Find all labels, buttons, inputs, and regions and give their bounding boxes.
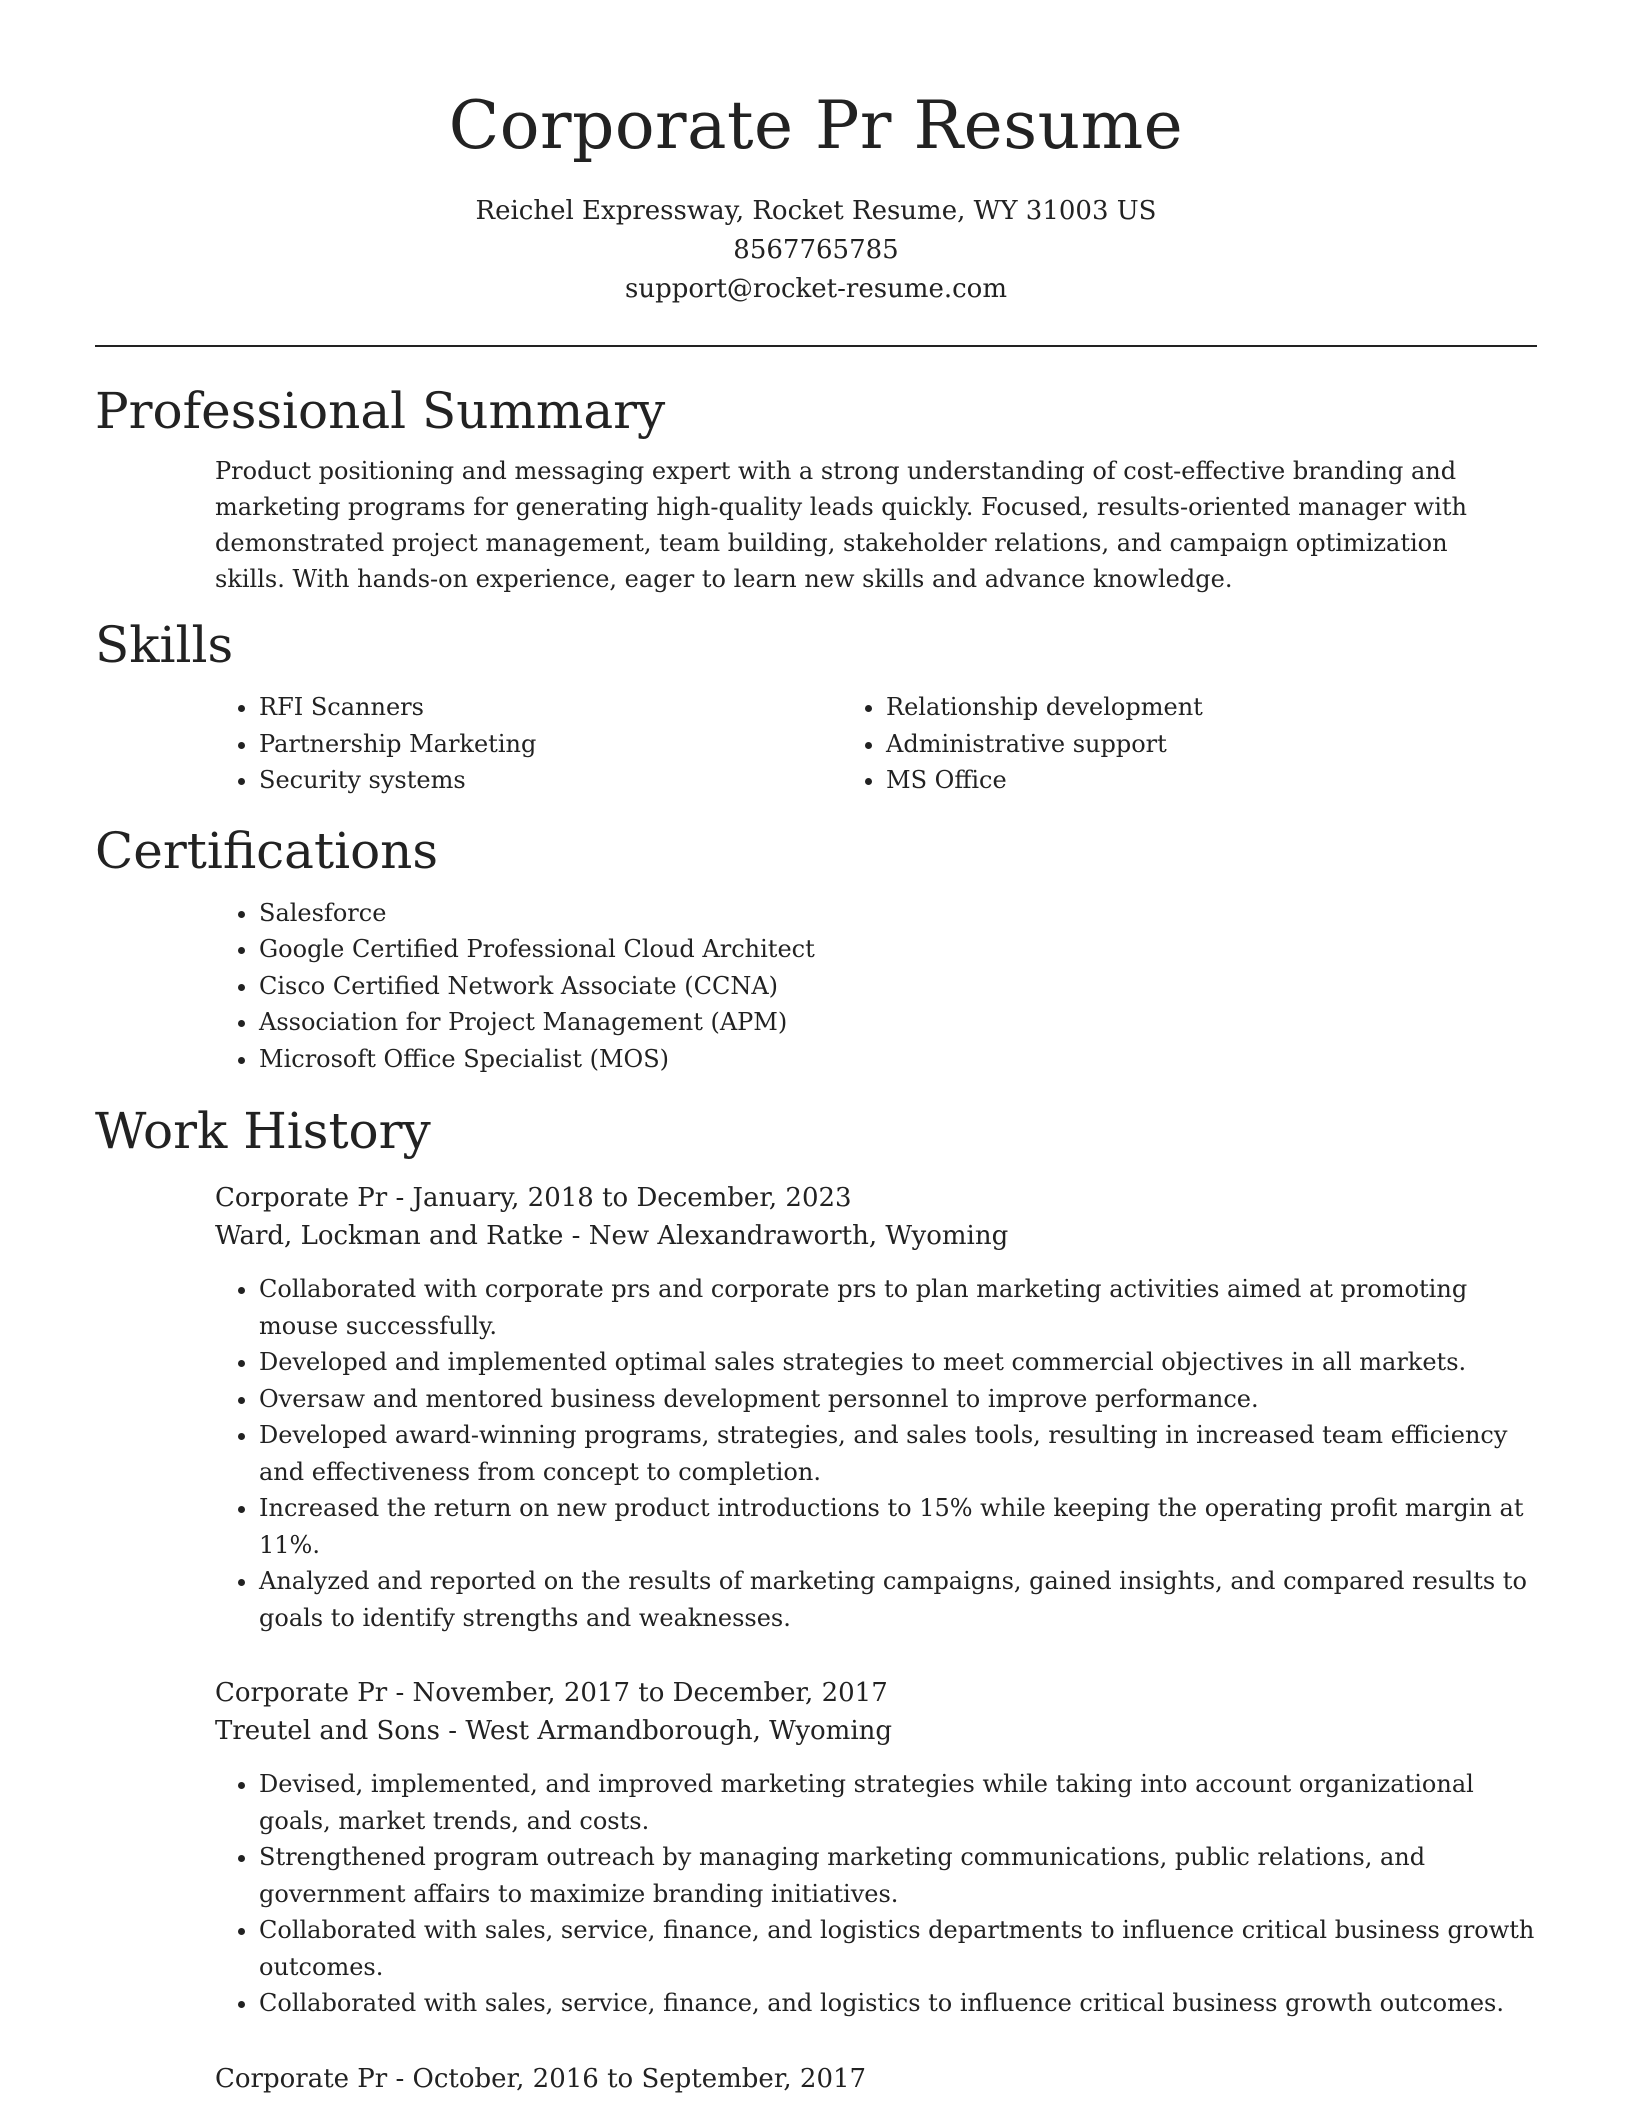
list-item: • Cisco Certified Network Associate (CCNA) bbox=[259, 968, 1537, 1005]
resume-header bbox=[95, 0, 1537, 309]
job-company: Treutel and Sons bbox=[215, 1716, 441, 1746]
list-item: • Microsoft Office Specialist (MOS) bbox=[259, 1041, 1537, 1078]
list-item: • Relationship development bbox=[886, 689, 1537, 726]
list-item: • MS Office bbox=[886, 762, 1537, 799]
job-entry bbox=[95, 1179, 1537, 1636]
job-location: - New Alexandraworth, Wyoming bbox=[563, 1221, 1009, 1251]
list-item: • Analyzed and reported on the results of marketing campaigns, gained insights, and compared results to goals to identify strengths and weaknesses. bbox=[259, 1563, 1537, 1636]
list-item: • Collaborated with sales, service, finance, and logistics departments to influence critical business growth outcomes. bbox=[259, 1912, 1537, 1985]
job-title: Corporate Pr bbox=[215, 2063, 388, 2094]
contact-address: Reichel Expressway, Rocket Resume, WY 31003 US bbox=[475, 196, 1157, 226]
list-item: • Increased the return on new product introductions to 15% while keeping the operating profit margin at 11%. bbox=[259, 1490, 1537, 1563]
summary-heading: Professional Summary bbox=[95, 382, 666, 440]
job-dates: - January, 2018 to December, 2023 bbox=[387, 1183, 852, 1213]
list-item: • Devised, implemented, and improved marketing strategies while taking into account organizational goals, market trends, and costs. bbox=[259, 1766, 1537, 1839]
list-item: • Administrative support bbox=[886, 726, 1537, 763]
job-title-line bbox=[95, 2060, 1537, 2098]
job-company-line bbox=[95, 1217, 1537, 1255]
skills-list-left bbox=[95, 689, 816, 799]
job-bullets bbox=[95, 1766, 1537, 2022]
skills-list-right bbox=[816, 689, 1537, 799]
job-company: Ward, Lockman and Ratke bbox=[215, 1221, 564, 1251]
list-item: • Oversaw and mentored business development personnel to improve performance. bbox=[259, 1381, 1537, 1418]
work-history-section bbox=[95, 1101, 1537, 2098]
contact-phone: 8567765785 bbox=[733, 235, 899, 265]
summary-text: Product positioning and messaging expert with a strong understanding of cost-effective branding and marketing programs for generating high-quality leads quickly. Focused, results-oriented manager with demonstrated project management, team building, stakeholder relations, and campaign optimization skills. With hands-on experience, eager to learn new skills and advance knowledge. bbox=[215, 457, 1467, 593]
resume-title: Corporate Pr Resume bbox=[448, 87, 1184, 164]
list-item: • Salesforce bbox=[259, 895, 1537, 932]
header-divider bbox=[95, 345, 1537, 347]
list-item: • Association for Project Management (APM) bbox=[259, 1004, 1537, 1041]
contact-block bbox=[95, 192, 1537, 309]
job-title-line bbox=[95, 1179, 1537, 1217]
list-item: • Collaborated with corporate prs and corporate prs to plan marketing activities aimed at promoting mouse successfully. bbox=[259, 1271, 1537, 1344]
list-item: • Partnership Marketing bbox=[259, 726, 816, 763]
job-title: Corporate Pr bbox=[215, 1678, 388, 1708]
list-item: • Strengthened program outreach by managing marketing communications, public relations, and government affairs to maximize branding initiatives. bbox=[259, 1839, 1537, 1912]
skills-heading: Skills bbox=[95, 616, 234, 674]
list-item: • Google Certified Professional Cloud Architect bbox=[259, 931, 1537, 968]
work-history-heading: Work History bbox=[95, 1102, 431, 1160]
list-item: • RFI Scanners bbox=[259, 689, 816, 726]
skills-grid bbox=[95, 689, 1537, 799]
skills-section bbox=[95, 615, 1537, 799]
certifications-list bbox=[95, 895, 1537, 1078]
job-title-line bbox=[95, 1674, 1537, 1712]
job-bullets bbox=[95, 1271, 1537, 1636]
job-dates: - November, 2017 to December, 2017 bbox=[387, 1678, 888, 1708]
job-entry bbox=[95, 2060, 1537, 2098]
list-item: • Developed award-winning programs, strategies, and sales tools, resulting in increased team efficiency and effectiveness from concept to completion. bbox=[259, 1417, 1537, 1490]
job-title: Corporate Pr bbox=[215, 1183, 388, 1213]
job-company-line bbox=[95, 1712, 1537, 1750]
list-item: • Developed and implemented optimal sales strategies to meet commercial objectives in all markets. bbox=[259, 1344, 1537, 1381]
certifications-heading: Certifications bbox=[95, 821, 439, 880]
certifications-section bbox=[95, 821, 1537, 1078]
job-entry bbox=[95, 1674, 1537, 2022]
contact-email: support@rocket-resume.com bbox=[624, 274, 1007, 304]
job-dates: - October, 2016 to September, 2017 bbox=[387, 2063, 867, 2094]
list-item: • Security systems bbox=[259, 762, 816, 799]
summary-section bbox=[95, 381, 1537, 597]
job-location: - West Armandborough, Wyoming bbox=[440, 1716, 893, 1746]
list-item: • Collaborated with sales, service, finance, and logistics to influence critical business growth outcomes. bbox=[259, 1985, 1537, 2022]
